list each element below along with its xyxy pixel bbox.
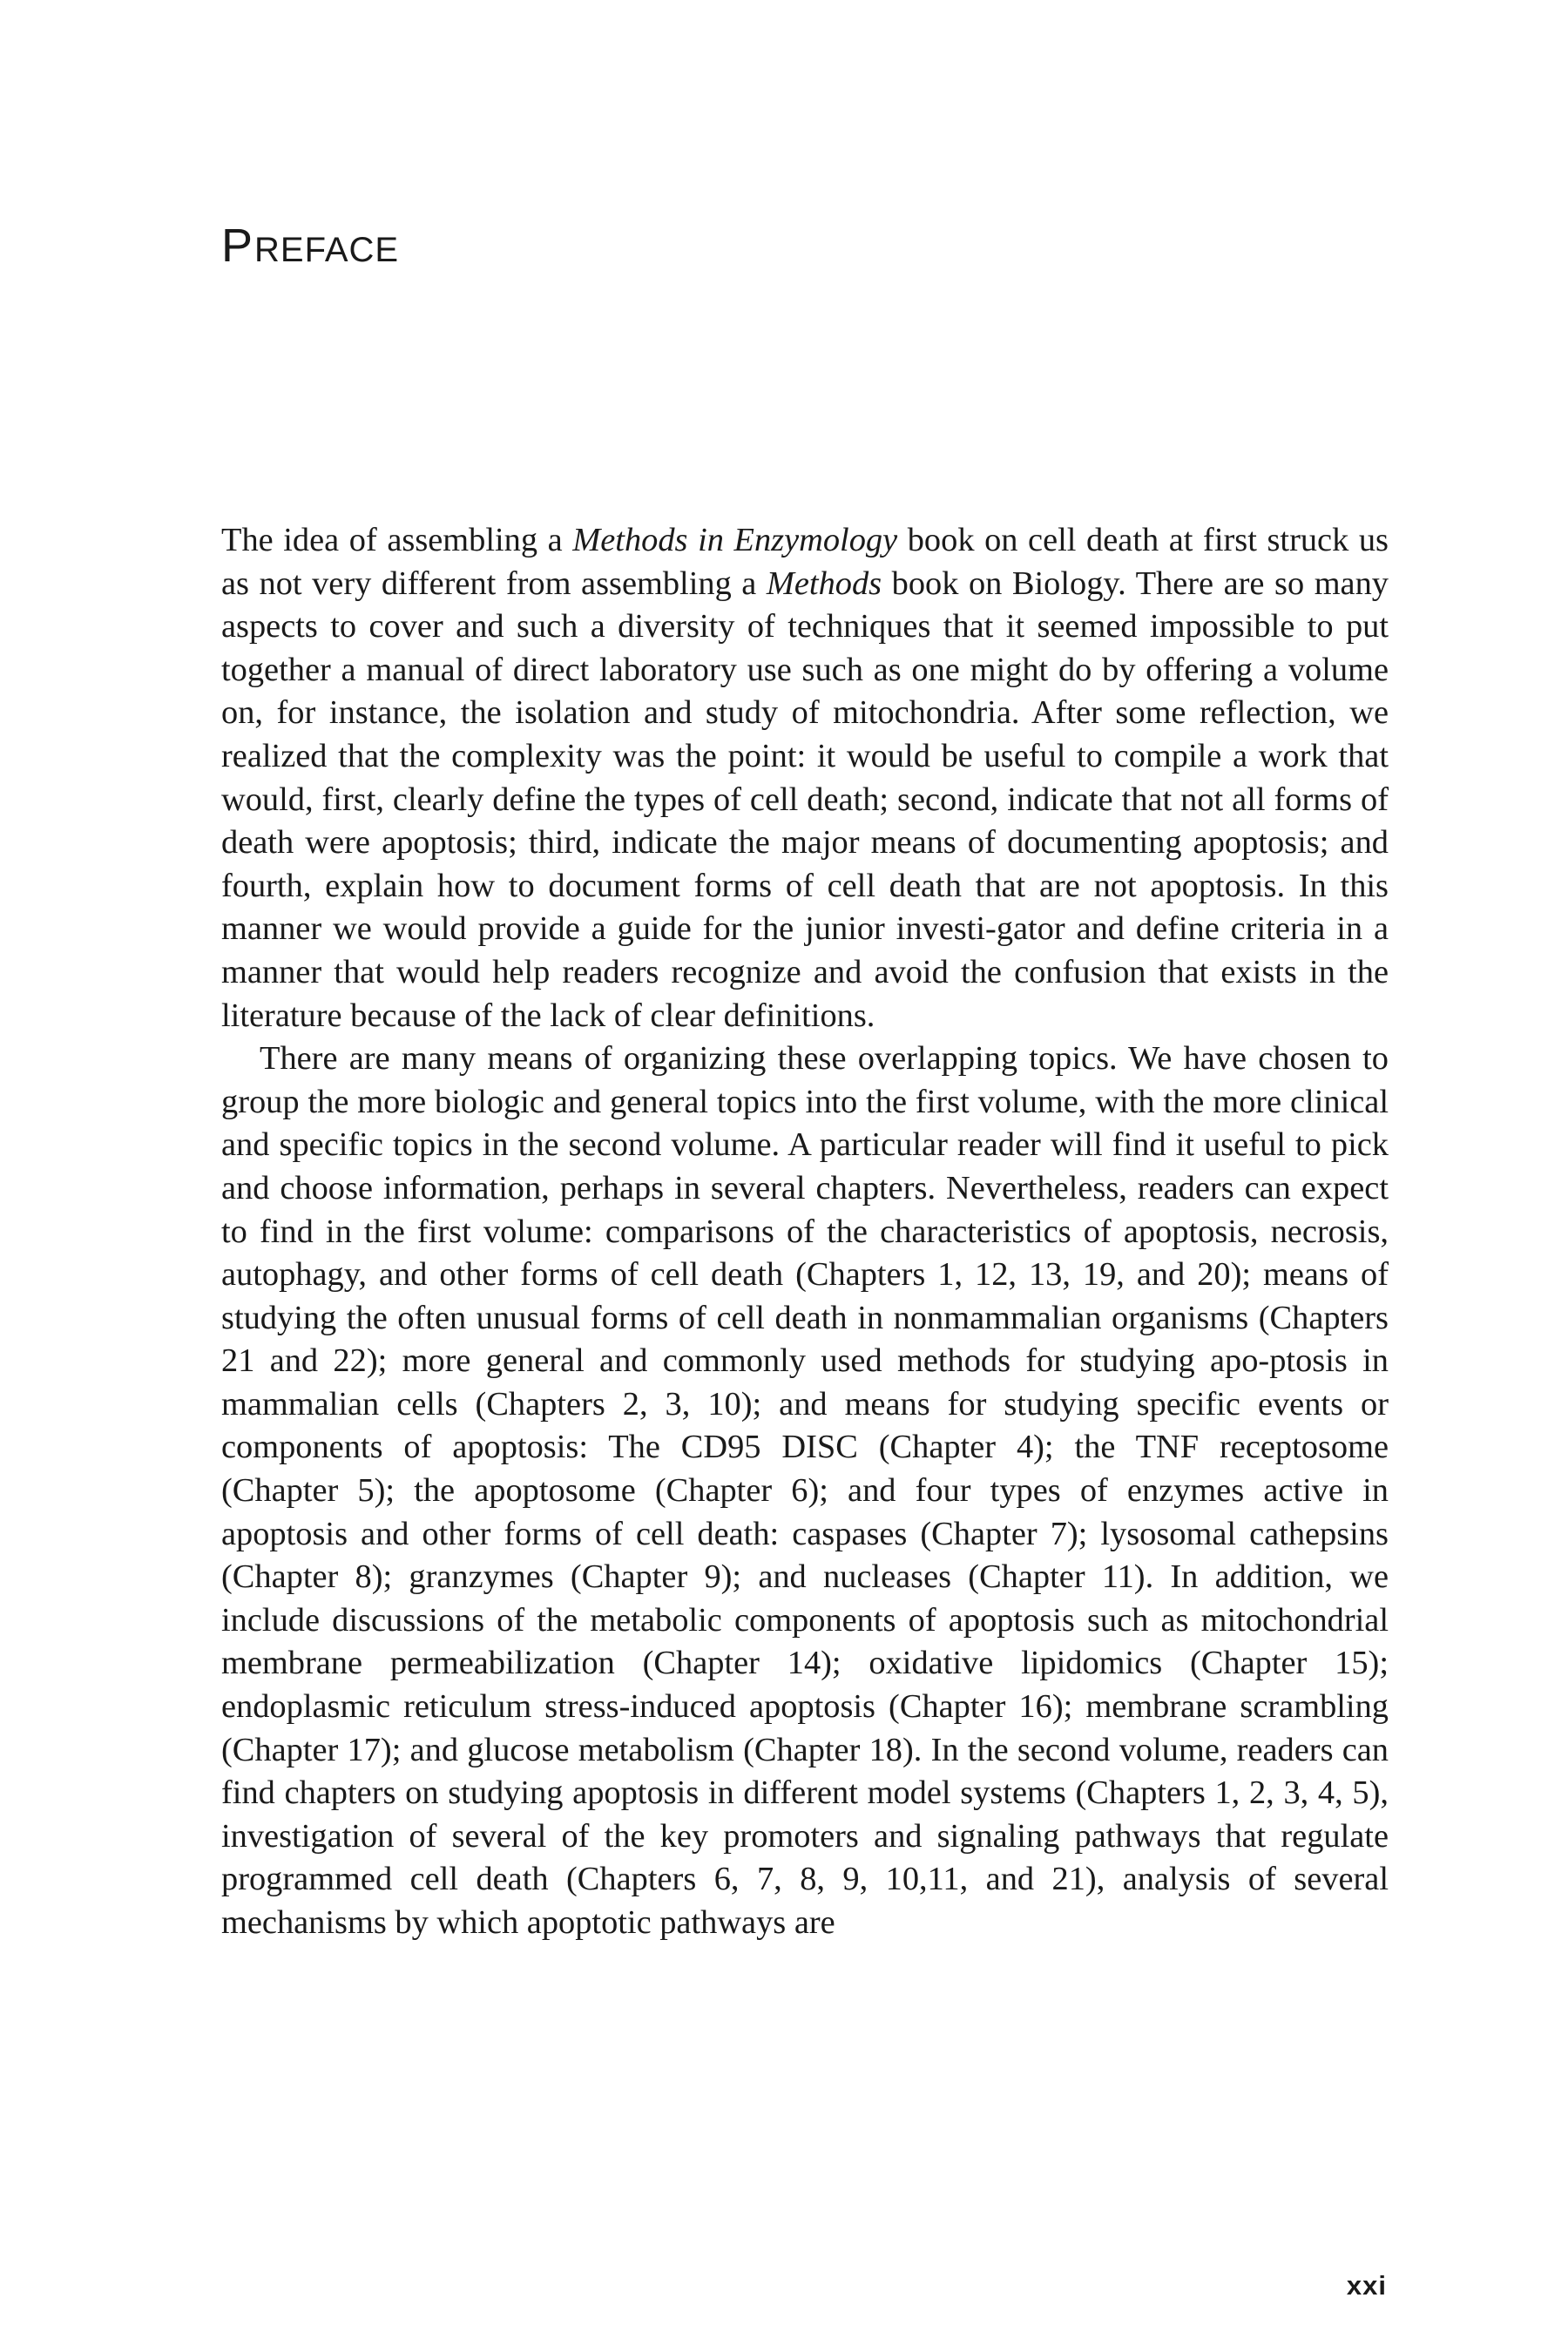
paragraph-1 xyxy=(221,519,1389,1037)
page-title xyxy=(221,220,400,272)
paragraph-1-italic-series-title: Methods in Enzymology xyxy=(572,522,898,558)
paragraph-2: There are many means of organizing these overlapping topics. We have chosen to group the more biologic and general topics into the first volume, with the more clinical and specific topics in the second volume. A particular reader will find it useful to pick and choose information, perhaps in several chapters. Nevertheless, readers can expect to find in the first volume: comparisons of the characteristics of apoptosis, necrosis, autophagy, and other forms of cell death (Chapters 1, 12, 13, 19, and 20); means of studying the often unusual forms of cell death in nonmammalian organisms (Chapters 21 and 22); more general and commonly used methods for studying apo-ptosis in mammalian cells (Chapters 2, 3, 10); and means for studying specific events or components of apoptosis: The CD95 DISC (Chapter 4); the TNF receptosome (Chapter 5); the apoptosome (Chapter 6); and four types of enzymes active in apoptosis and other forms of cell death: caspases (Chapter 7); lysosomal cathepsins (Chapter 8); granzymes (Chapter 9); and nucleases (Chapter 11). In addition, we include discussions of the metabolic components of apoptosis such as mitochondrial membrane permeabilization (Chapter 14); oxidative lipidomics (Chapter 15); endoplasmic reticulum stress-induced apoptosis (Chapter 16); membrane scrambling (Chapter 17); and glucose metabolism (Chapter 18). In the second volume, readers can find chapters on studying apoptosis in different model systems (Chapters 1, 2, 3, 4, 5), investigation of several of the key promoters and signaling pathways that regulate programmed cell death (Chapters 6, 7, 8, 9, 10,11, and 21), analysis of several mechanisms by which apoptotic pathways are xyxy=(221,1040,1389,1941)
paragraph-1-text-a: The idea of assembling a xyxy=(221,522,573,558)
paragraph-1-text-c: book on Biology. There are so many aspects to cover and such a diversity of techniques that it seemed impossible to put together a manual of direct laboratory use such as one might do by offering a volume on, for instance, the isolation and study of mitochondria. After some reflection, we realized that the complexity was the point: it would be useful to compile a work that would, first, clearly define the types of cell death; second, indicate that not all forms of death were apoptosis; third, indicate the major means of documenting apoptosis; and fourth, explain how to document forms of cell death that are not apoptosis. In this manner we would provide a guide for the junior investi-gator and define criteria in a manner that would help readers recognize and avoid the confusion that exists in the literature because of the lack of clear definitions. xyxy=(221,564,1389,1034)
heading-rest: REFACE xyxy=(254,231,400,269)
heading-initial: P xyxy=(221,220,255,272)
page-number: xxi xyxy=(1346,2270,1387,2301)
body-text xyxy=(221,519,1389,1945)
paragraph-1-italic-methods: Methods xyxy=(766,564,882,602)
paragraph-1-text-b: book on cell death at first struck us as not very different from assembling a xyxy=(221,522,1389,602)
